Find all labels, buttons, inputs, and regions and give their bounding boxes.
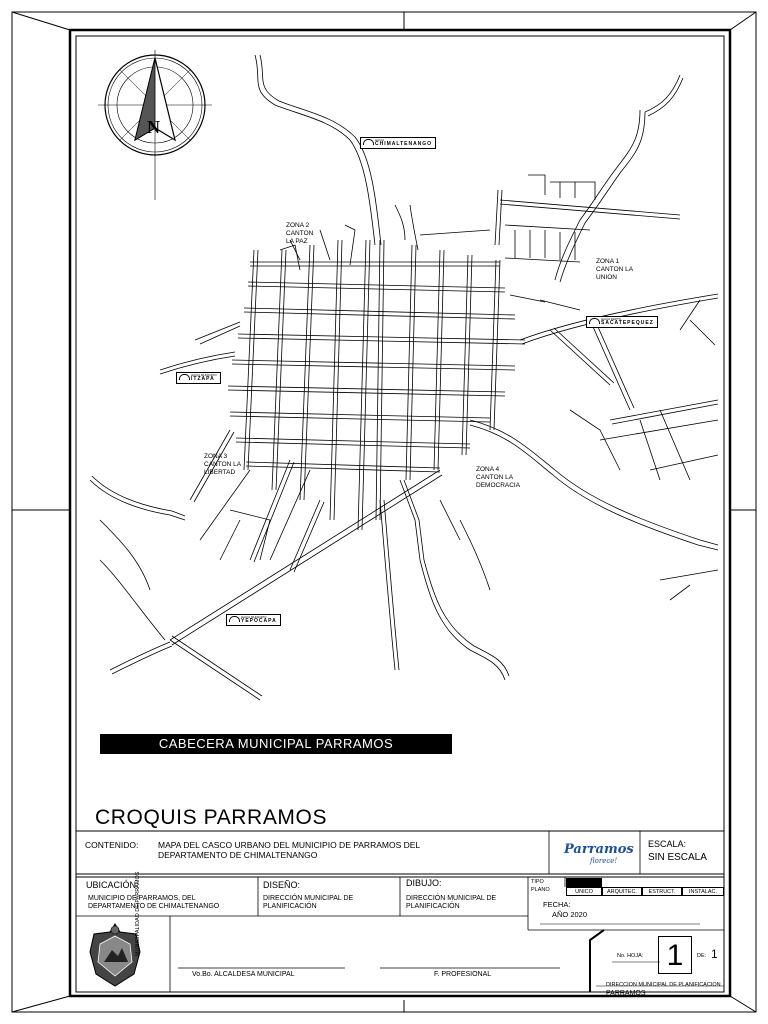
content-line-2: DEPARTAMENTO DE CHIMALTENANGO [158,850,318,860]
hoja-label: No. HOJA: [617,953,644,959]
dibujo-line-1: DIRECCIÓN MUNICIPAL DE [406,895,497,902]
seal-text: MUNICIPALIDAD DE PARRAMOS [135,871,141,956]
signature-profesional: F. PROFESIONAL [434,971,492,978]
logo-line-1: Parramos [564,842,634,857]
fecha-value: AÑO 2020 [552,910,588,919]
tipo-plano-estruct: ESTRUCT. [642,887,682,896]
tipo-plano-selected-marker [566,878,602,887]
logo-line-2: florece! [590,857,618,865]
tipo-plano-label-2: PLANO [531,887,550,893]
ubicacion-line-2: DEPARTAMENTO DE CHIMALTENANGO [88,903,220,910]
road-tag-yepocapa: HACIA MUNICIPIO YEPOCAPA [226,614,281,626]
zone-label-zona-3: ZONA 3 CANTON LA LIBERTAD [204,453,242,476]
tipo-plano-arquitec: ARQUITEC. [602,887,642,896]
fecha-label: FECHA: [543,900,571,909]
content-line-1: MAPA DEL CASCO URBANO DEL MUNICIPIO DE PARRAMOS DEL [158,840,421,850]
escala-value: SIN ESCALA [648,852,707,863]
zone-label-zona-1: ZONA 1 CANTON LA UNION [596,258,634,281]
content-label: CONTENIDO: [85,840,139,850]
sheet-number: 1 [658,936,692,974]
tipo-plano-label-1: TIPO [531,879,544,885]
signature-alcaldesa: Vo.Bo. ALCALDESA MUNICIPAL [192,971,295,978]
page-title: CROQUIS PARRAMOS [95,806,328,829]
zone-label-zona-2: ZONA 2 CANTON LA PAZ [286,222,314,245]
sheet-total: 1 [711,947,718,961]
diseno-line-1: DIRECCIÓN MUNICIPAL DE [263,895,354,902]
footer-line-1: DIRECCION MUNICIPAL DE PLANIFICACION [606,982,721,988]
dibujo-line-2: PLANIFICACIÓN [406,903,460,910]
road-tag-itzapa: HACIA MUNICIPIO ITZAPA [176,372,221,384]
ubicacion-line-1: MUNICIPIO DE PARRAMOS, DEL [88,895,196,902]
zone-label-zona-4: ZONA 4 CANTON LA DEMOCRACIA [476,466,521,489]
footer-line-2: PARRAMOS [606,990,646,997]
tipo-plano-instalac: INSTALAC. [682,887,724,896]
road-tag-chimaltenango: HACIA CHIMALTENANGO [360,137,436,149]
north-label: N [147,117,160,137]
dibujo-label: DIBUJO: [406,878,442,888]
diseno-label: DISEÑO: [263,880,301,890]
tipo-plano-unico: UNICO [566,887,602,896]
de-label: DE: [697,953,707,959]
road-tag-sacatepequez: HACIA DEPTO. SACATEPEQUEZ [586,316,658,328]
map-banner: CABECERA MUNICIPAL PARRAMOS [100,734,452,754]
diseno-line-2: PLANIFICACIÓN [263,903,317,910]
ubicacion-label: UBICACIÓN: [86,880,139,890]
escala-label: ESCALA: [648,839,687,849]
parramos-logo [556,837,634,869]
